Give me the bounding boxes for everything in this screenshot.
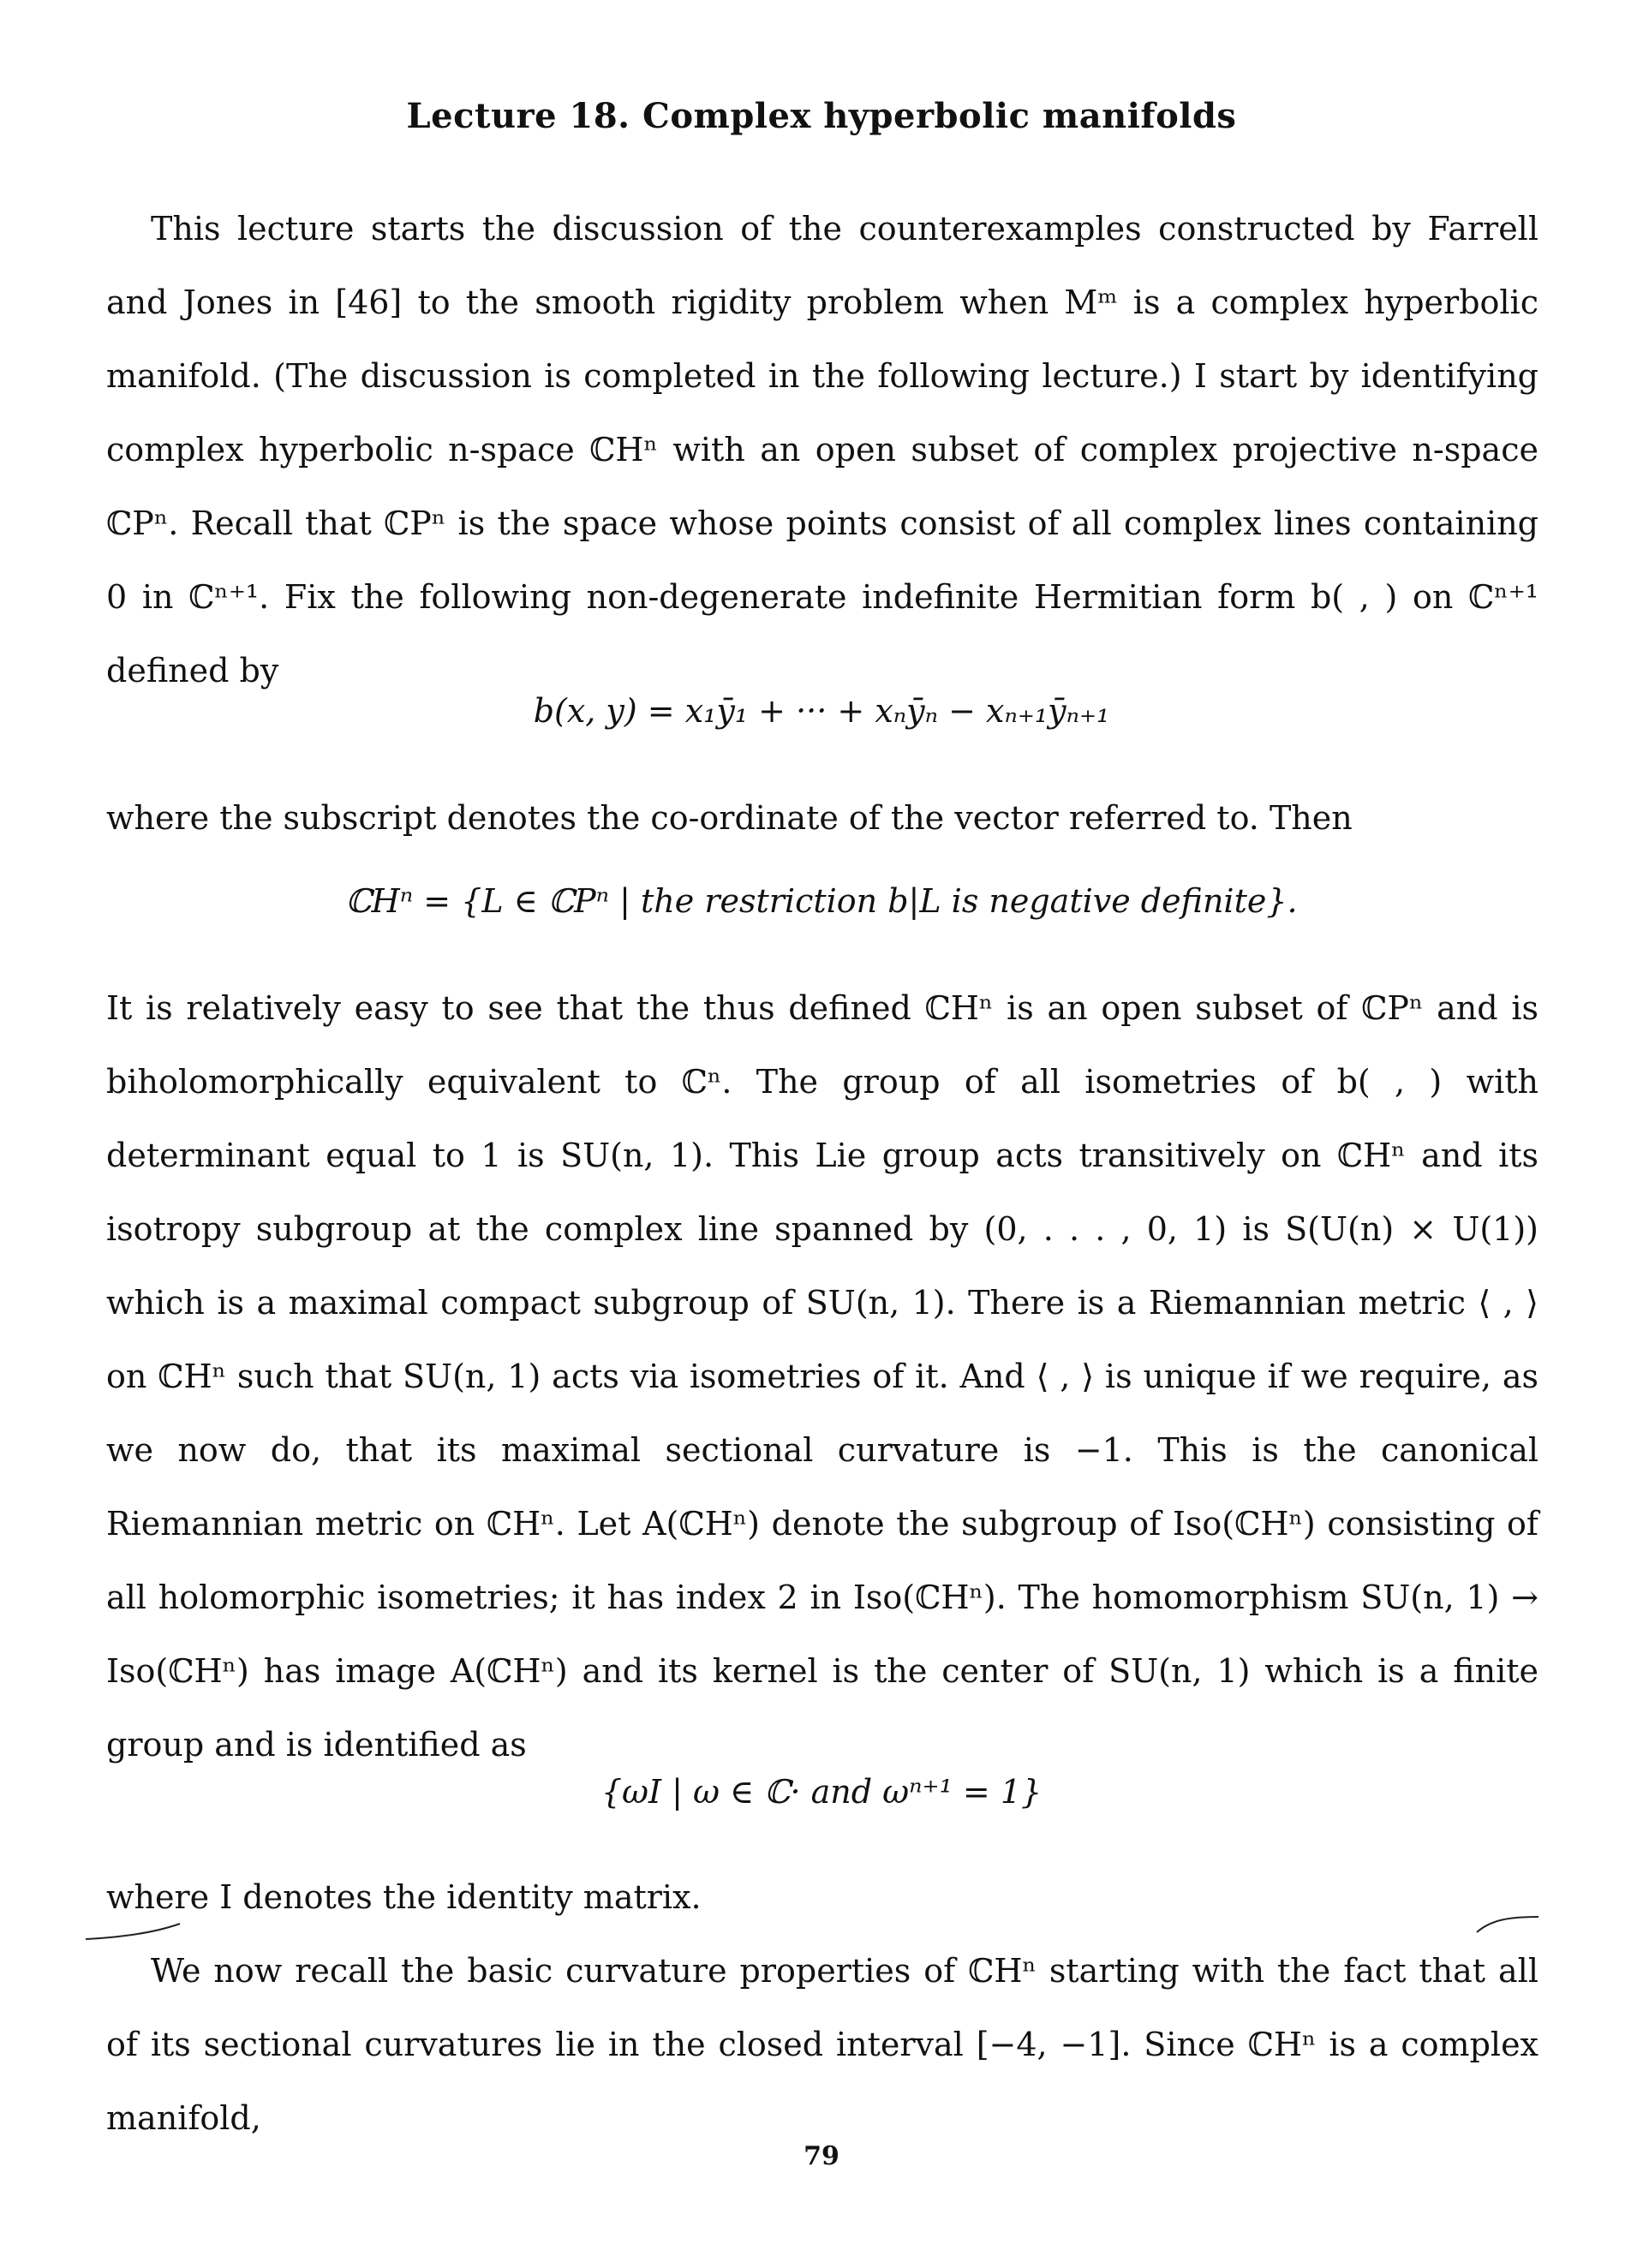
paragraph-text: It is relatively easy to see that the thus defined ℂHⁿ is an open subset of ℂPⁿ and is biholomorphically equivalent to ℂⁿ. The group of all isometries of b( , ) with determinant equal to 1 is SU(n, 1). This Lie group acts transitively on ℂHⁿ and its isotropy subgroup at the complex line spanned by (0, . . . , 0, 1) is S(U(n) × U(1)) which is a maximal compact subgroup of SU(n, 1). There is a Riemannian metric ⟨ , ⟩ on ℂHⁿ such that SU(n, 1) acts via isometries of it. And ⟨ , ⟩ is unique if we require, as we now do, that its maximal sectional curvature is −1. This is the canonical Riemannian metric on ℂHⁿ. Let A(ℂHⁿ) denote the subgroup of Iso(ℂHⁿ) consisting of all holomorphic isometries; it has index 2 in Iso(ℂHⁿ). The homomorphism SU(n, 1) → Iso(ℂHⁿ) has image A(ℂHⁿ) and its kernel is the center of SU(n, 1) which is a finite group and is identified as (106, 989, 1538, 1764)
paragraph-subscript (106, 781, 1538, 855)
paragraph-isometries (106, 971, 1538, 1782)
equation-hermitian-form: b(x, y) = x₁ȳ₁ + ··· + xₙȳₙ − xₙ₊₁ȳₙ₊₁ (533, 692, 1110, 730)
equation-center: {ωI | ω ∈ ℂ· and ωⁿ⁺¹ = 1} (600, 1773, 1043, 1811)
paragraph-identity (106, 1860, 1538, 1934)
paragraph-intro (106, 192, 1538, 707)
page-number: 79 (804, 2141, 839, 2171)
paragraph-text: where the subscript denotes the co-ordinate of the vector referred to. Then (106, 799, 1353, 837)
equation-chn-definition: ℂHⁿ = {L ∈ ℂPⁿ | the restriction b|L is negative definite}. (345, 882, 1298, 920)
paragraph-curvature (106, 1934, 1538, 2155)
lecture-title: Lecture 18. Complex hyperbolic manifolds (406, 96, 1237, 136)
paragraph-text: This lecture starts the discussion of the counterexamples constructed by Farrell and Jones in [46] to the smooth rigidity problem when Mᵐ is a complex hyperbolic manifold. (The discussion is completed in the following lecture.) I start by identifying complex hyperbolic n-space ℂHⁿ with an open subset of complex projective n-space ℂPⁿ. Recall that ℂPⁿ is the space whose points consist of all complex lines containing 0 in ℂⁿ⁺¹. Fix the following non-degenerate indefinite Hermitian form b( , ) on ℂⁿ⁺¹ defined by (106, 210, 1538, 689)
paragraph-text: We now recall the basic curvature properties of ℂHⁿ starting with the fact that all of its sectional curvatures lie in the closed interval [−4, −1]. Since ℂHⁿ is a complex manifold, (106, 1952, 1538, 2137)
paragraph-text: where I denotes the identity matrix. (106, 1878, 702, 1916)
